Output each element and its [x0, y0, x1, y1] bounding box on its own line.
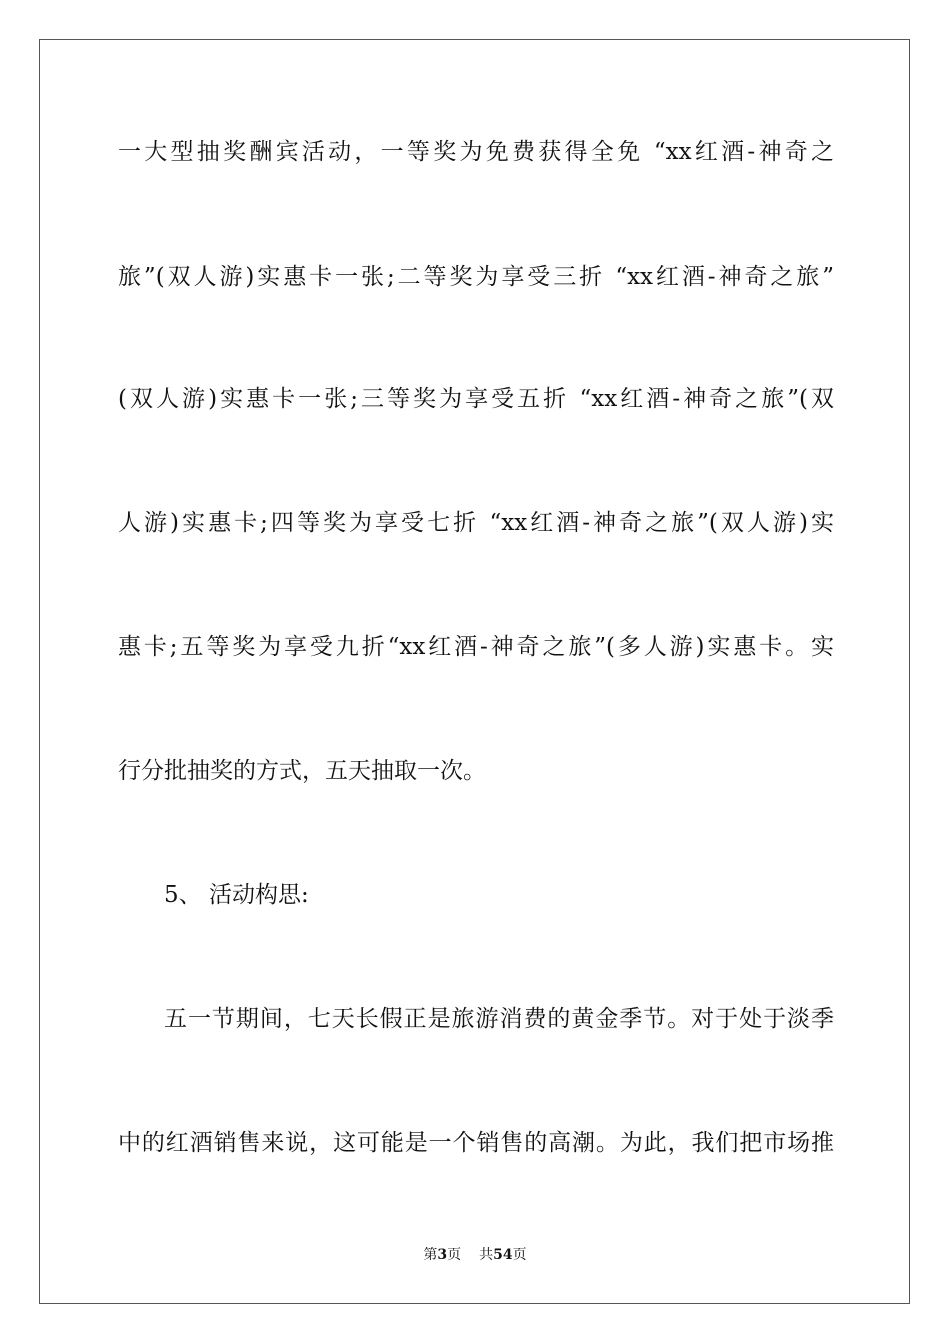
footer-total-prefix: 共	[479, 1247, 494, 1263]
text-line-4: 人游)实惠卡;四等奖为享受七折 “xx红酒-神奇之旅”(双人游)实	[118, 510, 834, 536]
text-line-3: (双人游)实惠卡一张;三等奖为享受五折 “xx红酒-神奇之旅”(双	[118, 386, 834, 412]
section-heading: 5、 活动构思:	[164, 882, 309, 908]
text-line-5: 惠卡;五等奖为享受九折“xx红酒-神奇之旅”(多人游)实惠卡。实	[118, 634, 834, 660]
footer-page-number: 3	[437, 1247, 448, 1263]
page-footer	[0, 1246, 950, 1264]
text-line-6: 行分批抽奖的方式，五天抽取一次。	[118, 758, 486, 784]
text-line-8: 五一节期间，七天长假正是旅游消费的黄金季节。对于处于淡季	[164, 1006, 834, 1032]
footer-page-prefix: 第	[423, 1247, 438, 1263]
text-line-1: 一大型抽奖酬宾活动，一等奖为免费获得全免 “xx红酒-神奇之	[118, 139, 834, 165]
footer-page-suffix: 页	[447, 1247, 462, 1263]
footer-total-pages: 54	[493, 1247, 513, 1263]
footer-total-suffix: 页	[512, 1247, 527, 1263]
page-border	[39, 39, 910, 1304]
text-line-9: 中的红酒销售来说，这可能是一个销售的高潮。为此，我们把市场推	[118, 1130, 834, 1156]
text-line-2: 旅”(双人游)实惠卡一张;二等奖为享受三折 “xx红酒-神奇之旅”	[118, 264, 834, 290]
